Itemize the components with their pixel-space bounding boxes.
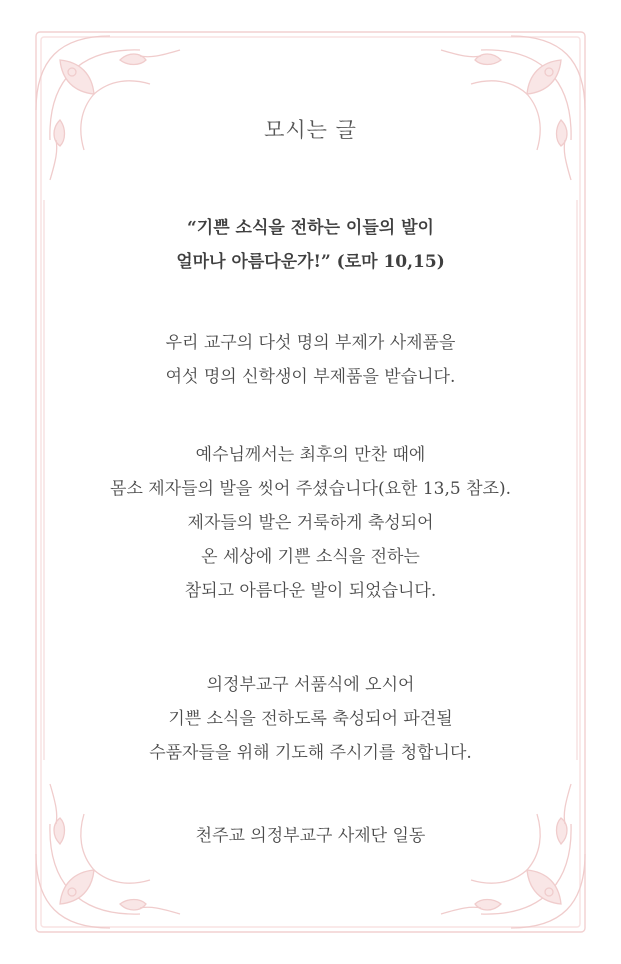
text-line: 우리 교구의 다섯 명의 부제가 사제품을 [165,333,456,353]
text-line: 기쁜 소식을 전하도록 축성되어 파견될 [168,709,453,729]
text-line: 참되고 아름다운 발이 되었습니다. [184,581,437,601]
signature-line: 천주교 의정부교구 사제단 일동 [195,826,426,846]
bible-quote [40,211,581,279]
text-line: 몸소 제자들의 발을 씻어 주셨습니다(요한 13,5 참조). [110,479,511,499]
paragraph-last-supper [40,438,581,608]
text-line: 제자들의 발은 거룩하게 축성되어 [187,513,434,533]
paragraph-ordination-announcement [40,326,581,394]
text-line: 수품자들을 위해 기도해 주시기를 청합니다. [149,743,472,763]
quote-line: “기쁜 소식을 전하는 이들의 발이 [187,218,434,238]
text-line: 여섯 명의 신학생이 부제품을 받습니다. [165,367,456,387]
quote-line: 얼마나 아름다운가!” (로마 10,15) [176,252,445,272]
text-line: 온 세상에 기쁜 소식을 전하는 [201,547,420,567]
signature [40,819,581,853]
paragraph-invitation [40,668,581,770]
text-line: 예수님께서는 최후의 만찬 때에 [195,445,426,465]
text-line: 의정부교구 서품식에 오시어 [206,675,415,695]
corner-flourish-icon [36,36,180,180]
page-title: 모시는 글 [264,118,357,142]
